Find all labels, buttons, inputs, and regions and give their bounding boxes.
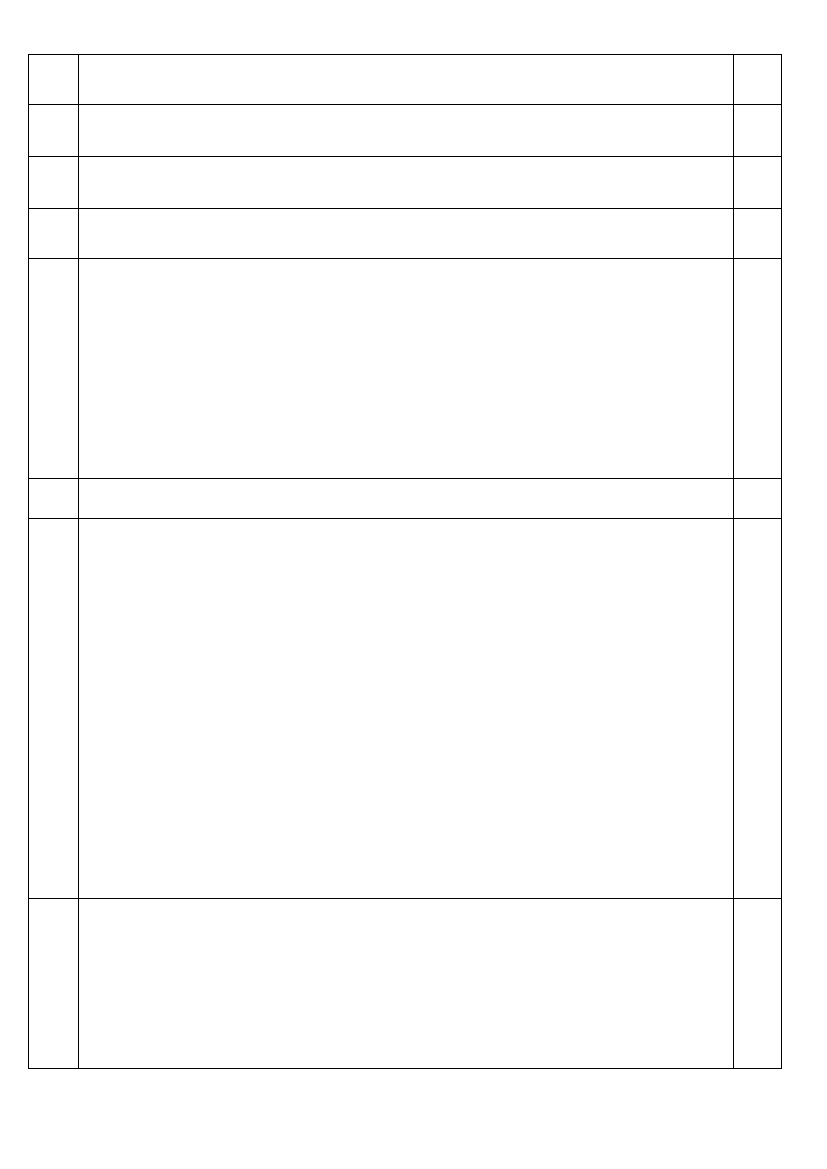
question-number <box>734 209 782 259</box>
marks-cell <box>29 479 79 519</box>
marks-cell <box>29 55 79 105</box>
marks-cell <box>29 899 79 1069</box>
marks-cell <box>29 105 79 157</box>
question-row-52 <box>29 259 782 479</box>
question-number <box>734 519 782 899</box>
question-text <box>79 259 734 479</box>
marks-cell <box>29 259 79 479</box>
question-row-54 <box>29 519 782 899</box>
marks-cell <box>29 157 79 209</box>
marks-cell <box>29 209 79 259</box>
question-text <box>79 899 734 1069</box>
question-number <box>734 105 782 157</box>
question-number <box>734 157 782 209</box>
question-number <box>734 479 782 519</box>
question-number <box>734 899 782 1069</box>
marks-cell <box>29 519 79 899</box>
question-text <box>79 479 734 519</box>
comprehension-row <box>29 899 782 1069</box>
question-row-47 <box>29 105 782 157</box>
antonyms-instruction-row <box>29 157 782 209</box>
question-text <box>79 55 734 105</box>
question-text <box>79 105 734 157</box>
question-row-46 <box>29 55 782 105</box>
section-instruction <box>79 157 734 209</box>
antonym-words-row <box>29 209 782 259</box>
question-number <box>734 55 782 105</box>
question-number <box>734 259 782 479</box>
antonym-words <box>79 209 734 259</box>
question-table <box>28 54 782 1069</box>
question-text <box>79 519 734 899</box>
question-row-53 <box>29 479 782 519</box>
